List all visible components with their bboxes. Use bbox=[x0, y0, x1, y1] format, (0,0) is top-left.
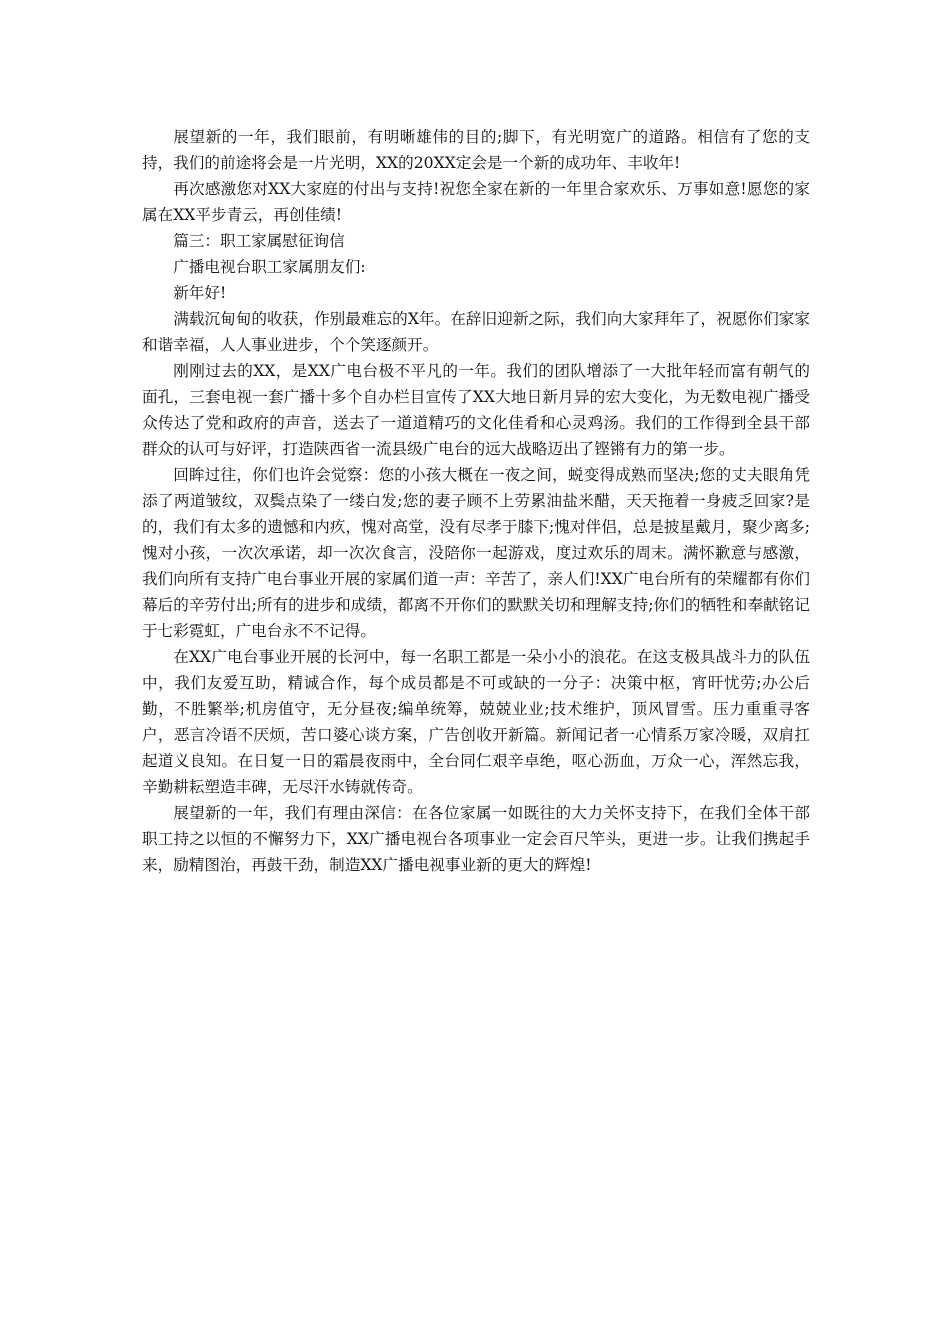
paragraph-outlook-intro: 展望新的一年，我们眼前，有明晰雄伟的目的;脚下，有光明宽广的道路。相信有了您的支持，我们的前途将会是一片光明，XX的20XX定会是一个新的成功年、丰收年! bbox=[142, 128, 810, 172]
paragraph-family-gratitude: 回眸过往，你们也许会觉察：您的小孩大概在一夜之间，蜕变得成熟而坚决;您的丈夫眼角凭添了两道皱纹，双鬓点染了一缕白发;您的妻子顾不上劳累油盐米醋，天天拖着一身疲乏回家?是的，我们有太多的遗憾和内疚，愧对高堂，没有尽孝于膝下;愧对伴侣，总是披星戴月，聚少离多;愧对小孩，一次次承诺，却一次次食言，没陪你一起游戏，度过欢乐的周末。满怀歉意与感激，我们向所有支持广电台事业开展的家属们道一声：辛苦了，亲人们!XX广电台所有的荣耀都有你们幕后的辛劳付出;所有的进步和成绩，都离不开你们的默默关切和理解支持;你们的牺牲和奉献铭记于七彩霓虹，广电台永不不记得。 bbox=[142, 466, 810, 640]
paragraph-team-effort: 在XX广电台事业开展的长河中，每一名职工都是一朵小小的浪花。在这支极具战斗力的队伍中，我们友爱互助，精诚合作，每个成员都是不可或缺的一分子：决策中枢，宵旰忧劳;办公后勤，不胜繁举;机房值守，无分昼夜;编单统筹，兢兢业业;技术维护，顶风冒雪。压力重重寻客户，恶言冷语不厌烦，苦口婆心谈方案，广告创收开新篇。新闻记者一心情系万家冷暖，双肩扛起道义良知。在日复一日的霜晨夜雨中，全台同仁艰辛卓绝，呕心沥血，万众一心，浑然忘我，辛勤耕耘塑造丰碑，无尽汗水铸就传奇。 bbox=[142, 648, 810, 796]
greeting: 新年好! bbox=[173, 284, 227, 302]
document-body bbox=[142, 124, 810, 878]
salutation: 广播电视台职工家属朋友们: bbox=[173, 258, 366, 276]
paragraph-thanks: 再次感激您对XX大家庭的付出与支持!祝您全家在新的一年里合家欢乐、万事如意!愿您的家属在XX平步青云，再创佳绩! bbox=[142, 180, 810, 224]
paragraph-new-year-wishes: 满载沉甸甸的收获，作别最难忘的X年。在辞旧迎新之际，我们向大家拜年了，祝愿你们家家和谐幸福，人人事业进步，个个笑逐颜开。 bbox=[142, 310, 810, 354]
paragraph-outlook-closing: 展望新的一年，我们有理由深信：在各位家属一如既往的大力关怀支持下，在我们全体干部职工持之以恒的不懈努力下，XX广播电视台各项事业一定会百尺竿头，更进一步。让我们携起手来，励精图治，再鼓干劲，制造XX广播电视事业新的更大的辉煌! bbox=[142, 804, 810, 874]
paragraph-year-review: 刚刚过去的XX，是XX广电台极不平凡的一年。我们的团队增添了一大批年轻而富有朝气的面孔，三套电视一套广播十多个自办栏目宣传了XX大地日新月异的宏大变化，为无数电视广播受众传达了党和政府的声音，送去了一道道精巧的文化佳肴和心灵鸡汤。我们的工作得到全县干部群众的认可与好评，打造陕西省一流县级广电台的远大战略迈出了铿锵有力的第一步。 bbox=[142, 362, 810, 458]
section-heading: 篇三：职工家属慰征询信 bbox=[173, 232, 345, 250]
